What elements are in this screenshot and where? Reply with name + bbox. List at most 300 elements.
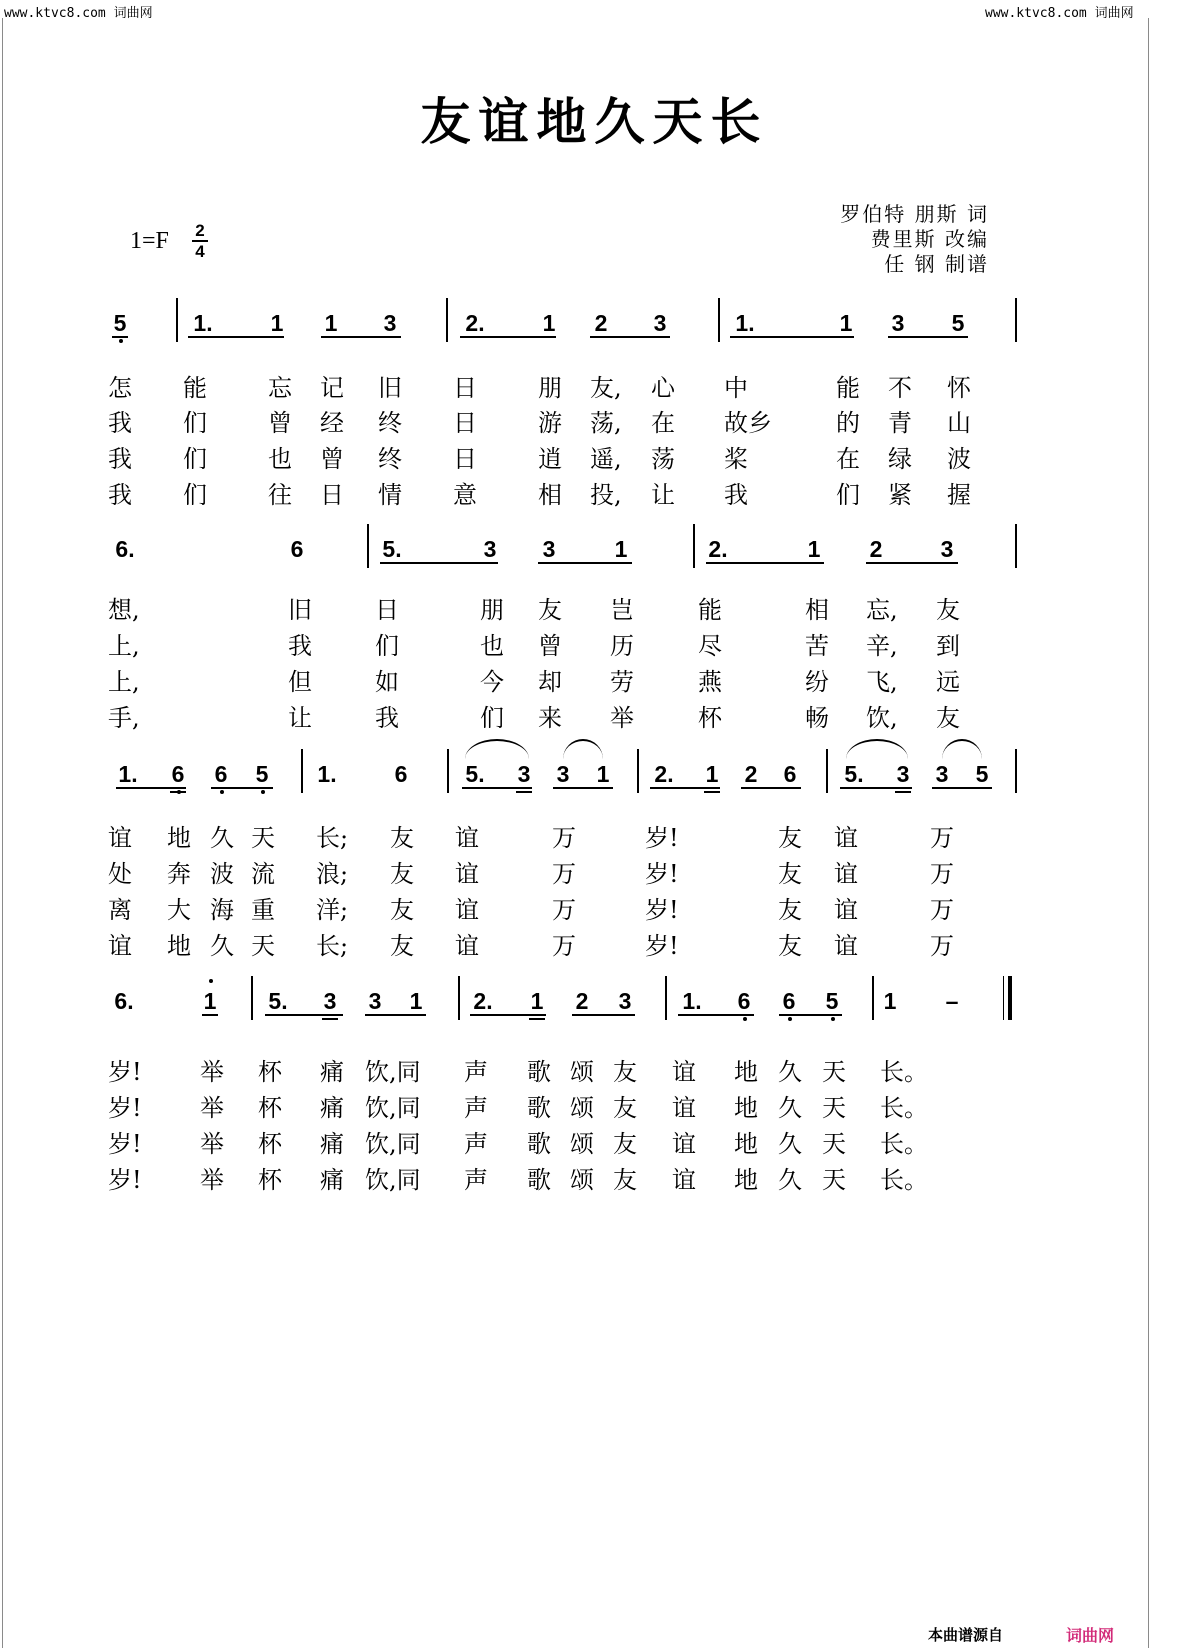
underline: [704, 791, 720, 793]
lyric-syllable: 大: [167, 896, 191, 924]
note: 5: [98, 308, 142, 338]
lyric-syllable: 曾: [320, 445, 344, 473]
lyric-syllable: 想,: [108, 596, 140, 624]
lyrics-line-3-3: [0, 890, 1189, 924]
lyric-syllable: 地: [734, 1130, 758, 1158]
lyric-syllable: 颂: [570, 1130, 594, 1158]
lyric-syllable: 杯: [258, 1166, 282, 1194]
lyric-syllable: 谊: [108, 932, 132, 960]
note: 1: [807, 536, 821, 562]
credit-transcriber: 任 钢 制谱: [884, 252, 989, 276]
underline: [188, 336, 284, 338]
lyric-syllable: 旧: [288, 596, 312, 624]
barline: [301, 749, 303, 793]
lyric-syllable: 久: [778, 1130, 802, 1158]
lyric-syllable: 来: [538, 704, 562, 732]
lyric-syllable: 声: [464, 1130, 488, 1158]
lyric-syllable: 岁!: [108, 1130, 142, 1158]
lyric-syllable: 杯: [258, 1058, 282, 1086]
lyric-syllable: 颂: [570, 1058, 594, 1086]
note: 3: [653, 310, 667, 336]
note: 3: [542, 536, 556, 562]
lyric-syllable: 地: [167, 824, 191, 852]
note: 6.: [115, 536, 135, 562]
lyric-syllable: 山: [947, 409, 971, 437]
lyric-syllable: 劳: [610, 668, 634, 696]
lyric-syllable: 浪;: [316, 860, 349, 888]
lyric-syllable: 朋: [538, 374, 562, 402]
note: 1: [409, 988, 423, 1014]
lyric-syllable: 旧: [378, 374, 402, 402]
lyric-syllable: 谊: [672, 1058, 696, 1086]
underline: [932, 787, 992, 789]
lyric-syllable: 举: [200, 1130, 224, 1158]
note: 1.: [735, 310, 755, 336]
lyric-syllable: 忘: [268, 374, 292, 402]
lyric-syllable: 如: [375, 668, 399, 696]
lyric-syllable: 波: [210, 860, 234, 888]
lyric-syllable: 谊: [834, 824, 858, 852]
underline: [322, 1018, 338, 1020]
lyric-syllable: 痛: [320, 1130, 344, 1158]
lyric-syllable: 今: [480, 668, 504, 696]
underline: [265, 1014, 343, 1016]
lyric-syllable: 声: [464, 1058, 488, 1086]
lyric-syllable: 往: [268, 481, 292, 509]
underline: [590, 336, 670, 338]
lyric-syllable: 我: [288, 632, 312, 660]
note: 5: [240, 759, 284, 789]
underline: [116, 787, 186, 789]
underline: [470, 1014, 546, 1016]
underline: [866, 562, 958, 564]
lyric-syllable: 谊: [455, 860, 479, 888]
barline: [637, 749, 639, 793]
lyric-syllable: 我: [108, 445, 132, 473]
underline: [650, 787, 720, 789]
lyrics-line-1-2: [0, 403, 1189, 437]
lyric-syllable: 纷: [805, 668, 829, 696]
lyric-syllable: 地: [167, 932, 191, 960]
lyric-syllable: 相: [805, 596, 829, 624]
lyric-syllable: 流: [251, 860, 275, 888]
lyric-syllable: 的: [836, 409, 860, 437]
note: 1: [614, 536, 628, 562]
barline: [251, 976, 253, 1020]
lyric-syllable: 友: [778, 896, 802, 924]
note: 2.: [654, 761, 674, 787]
lyric-syllable: 歌: [527, 1130, 551, 1158]
lyric-syllable: 紧: [888, 481, 912, 509]
barline: [447, 749, 449, 793]
lyric-syllable: 荡: [651, 445, 675, 473]
lyric-syllable: 杯: [258, 1130, 282, 1158]
lyric-syllable: 饮,: [866, 704, 898, 732]
lyric-syllable: 谊: [108, 824, 132, 852]
note: 1.: [193, 310, 213, 336]
lyric-syllable: 上,: [108, 668, 140, 696]
lyric-syllable: 们: [480, 704, 504, 732]
notation-system-1: [0, 308, 1189, 348]
lyric-syllable: 谊: [455, 896, 479, 924]
lyric-syllable: 友: [936, 704, 960, 732]
lyric-syllable: 歌: [527, 1094, 551, 1122]
lyric-syllable: 久: [778, 1166, 802, 1194]
lyric-syllable: 遥,: [590, 445, 622, 473]
slur: [942, 739, 982, 759]
lyric-syllable: 日: [453, 409, 477, 437]
slur: [465, 739, 529, 759]
lyric-syllable: 举: [200, 1058, 224, 1086]
lyric-syllable: 长。: [880, 1058, 928, 1086]
lyric-syllable: 能: [698, 596, 722, 624]
final-barline-thin: [1003, 976, 1004, 1020]
lyric-syllable: 离: [108, 896, 132, 924]
lyric-syllable: 友: [538, 596, 562, 624]
lyric-syllable: 却: [538, 668, 562, 696]
credit-lyricist: 罗伯特 朋斯 词: [840, 202, 989, 226]
underline: [840, 787, 912, 789]
lyric-syllable: 我: [724, 481, 748, 509]
lyric-syllable: 颂: [570, 1094, 594, 1122]
lyric-syllable: 怀: [947, 374, 971, 402]
underline: [516, 791, 532, 793]
barline: [1015, 749, 1017, 793]
slur: [846, 739, 908, 759]
lyrics-line-2-4: [0, 698, 1189, 732]
lyric-syllable: 饮,同: [365, 1058, 421, 1086]
note: 2.: [708, 536, 728, 562]
lyric-syllable: 长;: [316, 932, 349, 960]
barline: [826, 749, 828, 793]
note: 6: [199, 759, 243, 789]
lyric-syllable: 记: [320, 374, 344, 402]
lyric-syllable: 日: [375, 596, 399, 624]
notation-system-2: [0, 534, 1189, 574]
barline: [458, 976, 460, 1020]
note: 2.: [473, 988, 493, 1014]
note: 3: [935, 761, 949, 787]
lyric-syllable: 天: [822, 1094, 846, 1122]
lyric-syllable: 天: [251, 824, 275, 852]
underline: [779, 1014, 842, 1016]
lyric-syllable: 痛: [320, 1166, 344, 1194]
note: 3: [618, 988, 632, 1014]
lyric-syllable: 杯: [258, 1094, 282, 1122]
lyric-syllable: 饮,同: [365, 1130, 421, 1158]
note: 1: [270, 310, 284, 336]
underline: [529, 1018, 545, 1020]
lyric-syllable: 让: [288, 704, 312, 732]
note: 5.: [382, 536, 402, 562]
lyric-syllable: 天: [822, 1058, 846, 1086]
barline: [693, 524, 695, 568]
lyric-syllable: 不: [888, 374, 912, 402]
note: 5.: [465, 761, 485, 787]
lyric-syllable: 日: [453, 374, 477, 402]
underline: [730, 336, 854, 338]
lyric-syllable: 畅: [805, 704, 829, 732]
note: 2.: [465, 310, 485, 336]
note: 1: [530, 988, 544, 1014]
footer-source-label: 本曲谱源自: [928, 1626, 1004, 1644]
note: 6: [394, 761, 408, 787]
lyric-syllable: 岁!: [645, 932, 679, 960]
lyric-syllable: 岁!: [645, 896, 679, 924]
note: 3: [896, 761, 910, 787]
lyric-syllable: 日: [453, 445, 477, 473]
lyric-syllable: 天: [822, 1130, 846, 1158]
lyric-syllable: 终: [378, 409, 402, 437]
lyric-syllable: 在: [651, 409, 675, 437]
lyric-syllable: 岂: [610, 596, 634, 624]
credit-arranger: 费里斯 改编: [870, 227, 989, 251]
lyric-syllable: 燕: [698, 668, 722, 696]
note: 1.: [317, 761, 337, 787]
underline: [365, 1014, 426, 1016]
note: 3: [517, 761, 531, 787]
lyric-syllable: 情: [378, 481, 402, 509]
lyric-syllable: 们: [375, 632, 399, 660]
note: –: [945, 988, 959, 1014]
lyric-syllable: 举: [200, 1166, 224, 1194]
barline: [1015, 298, 1017, 342]
lyric-syllable: 青: [888, 409, 912, 437]
lyric-syllable: 忘,: [866, 596, 898, 624]
lyric-syllable: 海: [210, 896, 234, 924]
lyric-syllable: 处: [108, 860, 132, 888]
lyric-syllable: 绿: [888, 445, 912, 473]
lyric-syllable: 岁!: [645, 860, 679, 888]
underline: [211, 787, 273, 789]
lyric-syllable: 奔: [167, 860, 191, 888]
lyric-syllable: 曾: [538, 632, 562, 660]
note: 5.: [268, 988, 288, 1014]
lyric-syllable: 万: [930, 860, 954, 888]
lyric-syllable: 但: [288, 668, 312, 696]
lyric-syllable: 故乡: [724, 409, 772, 437]
lyric-syllable: 万: [552, 896, 576, 924]
note: 6: [767, 986, 811, 1016]
lyric-syllable: 地: [734, 1166, 758, 1194]
lyric-syllable: 洋;: [316, 896, 349, 924]
note: 2: [594, 310, 608, 336]
lyric-syllable: 友: [613, 1058, 637, 1086]
lyric-syllable: 友: [778, 932, 802, 960]
watermark-left: www.ktvc8.com 词曲网: [4, 6, 153, 21]
barline: [1015, 524, 1017, 568]
lyric-syllable: 万: [930, 932, 954, 960]
barline: [446, 298, 448, 342]
underline: [572, 1014, 635, 1016]
lyric-syllable: 友: [613, 1166, 637, 1194]
lyric-syllable: 友: [778, 860, 802, 888]
lyric-syllable: 我: [108, 409, 132, 437]
note: 2: [744, 761, 758, 787]
lyric-syllable: 让: [651, 481, 675, 509]
lyric-syllable: 握: [947, 481, 971, 509]
lyric-syllable: 久: [210, 932, 234, 960]
lyrics-line-4-2: [0, 1088, 1189, 1122]
lyric-syllable: 朋: [480, 596, 504, 624]
note: 1: [705, 761, 719, 787]
final-barline-thick: [1008, 976, 1012, 1020]
notation-system-4: [0, 986, 1189, 1026]
underline: [538, 562, 632, 564]
lyric-syllable: 地: [734, 1058, 758, 1086]
lyric-syllable: 举: [610, 704, 634, 732]
lyric-syllable: 远: [936, 668, 960, 696]
note: 3: [483, 536, 497, 562]
lyric-syllable: 谊: [455, 932, 479, 960]
underline: [888, 336, 968, 338]
note: 6: [783, 761, 797, 787]
time-signature-top: 2: [195, 221, 205, 240]
lyric-syllable: 中: [724, 374, 748, 402]
lyric-syllable: 上,: [108, 632, 140, 660]
underline: [553, 787, 613, 789]
lyric-syllable: 经: [320, 409, 344, 437]
lyric-syllable: 终: [378, 445, 402, 473]
note: 5.: [844, 761, 864, 787]
barline: [176, 298, 178, 342]
lyrics-line-3-1: [0, 818, 1189, 852]
underline: [112, 336, 128, 338]
note: 5: [951, 310, 965, 336]
lyric-syllable: 能: [183, 374, 207, 402]
lyric-syllable: 到: [936, 632, 960, 660]
lyric-syllable: 天: [822, 1166, 846, 1194]
lyric-syllable: 们: [183, 481, 207, 509]
lyric-syllable: 心: [651, 374, 675, 402]
lyric-syllable: 谊: [834, 896, 858, 924]
lyric-syllable: 痛: [320, 1058, 344, 1086]
lyric-syllable: 歌: [527, 1166, 551, 1194]
lyric-syllable: 我: [108, 481, 132, 509]
lyric-syllable: 游: [538, 409, 562, 437]
lyric-syllable: 怎: [108, 374, 132, 402]
lyric-syllable: 投,: [590, 481, 622, 509]
lyrics-line-3-4: [0, 926, 1189, 960]
lyric-syllable: 饮,同: [365, 1094, 421, 1122]
lyric-syllable: 荡,: [590, 409, 622, 437]
barline: [367, 524, 369, 568]
barline: [718, 298, 720, 342]
footer-brand-link[interactable]: 词曲网: [1066, 1626, 1115, 1645]
lyric-syllable: 杯: [698, 704, 722, 732]
lyric-syllable: 友: [390, 896, 414, 924]
lyric-syllable: 声: [464, 1094, 488, 1122]
lyric-syllable: 辛,: [866, 632, 898, 660]
note: 6: [156, 759, 200, 789]
lyrics-line-3-2: [0, 854, 1189, 888]
lyric-syllable: 谊: [672, 1094, 696, 1122]
lyric-syllable: 谊: [672, 1130, 696, 1158]
lyric-syllable: 举: [200, 1094, 224, 1122]
lyric-syllable: 痛: [320, 1094, 344, 1122]
lyric-syllable: 地: [734, 1094, 758, 1122]
lyric-syllable: 重: [251, 896, 275, 924]
note: 6: [290, 536, 304, 562]
lyric-syllable: 意: [453, 481, 477, 509]
lyric-syllable: 长。: [880, 1166, 928, 1194]
underline: [741, 787, 801, 789]
lyric-syllable: 万: [552, 824, 576, 852]
lyric-syllable: 万: [552, 932, 576, 960]
notation-system-3: [0, 759, 1189, 799]
lyric-syllable: 久: [778, 1094, 802, 1122]
lyric-syllable: 万: [552, 860, 576, 888]
note: 3: [940, 536, 954, 562]
note: 3: [368, 988, 382, 1014]
note: 3: [383, 310, 397, 336]
lyric-syllable: 岁!: [645, 824, 679, 852]
note: 5: [810, 986, 854, 1016]
lyric-syllable: 曾: [268, 409, 292, 437]
note: 1.: [682, 988, 702, 1014]
lyric-syllable: 久: [210, 824, 234, 852]
slur: [563, 739, 603, 759]
lyric-syllable: 天: [251, 932, 275, 960]
barline: [665, 976, 667, 1020]
lyric-syllable: 谊: [672, 1166, 696, 1194]
note: 1: [839, 310, 853, 336]
note: 3: [323, 988, 337, 1014]
lyric-syllable: 历: [610, 632, 634, 660]
lyric-syllable: 也: [480, 632, 504, 660]
lyric-syllable: 歌: [527, 1058, 551, 1086]
lyrics-line-4-1: [0, 1052, 1189, 1086]
lyric-syllable: 能: [836, 374, 860, 402]
lyric-syllable: 们: [183, 409, 207, 437]
note: 1: [596, 761, 610, 787]
note: 2: [869, 536, 883, 562]
lyric-syllable: 谊: [834, 932, 858, 960]
note: 6.: [114, 988, 134, 1014]
note: 3: [556, 761, 570, 787]
lyrics-line-1-3: [0, 439, 1189, 473]
lyric-syllable: 逍: [538, 445, 562, 473]
lyric-syllable: 长;: [316, 824, 349, 852]
lyrics-line-1-1: [0, 368, 1189, 402]
lyric-syllable: 谊: [455, 824, 479, 852]
time-signature: [190, 222, 210, 260]
lyrics-line-2-2: [0, 626, 1189, 660]
lyric-syllable: 谊: [834, 860, 858, 888]
note: 1: [188, 986, 232, 1016]
song-title: 友谊地久天长: [420, 92, 769, 151]
lyric-syllable: 长。: [880, 1094, 928, 1122]
lyric-syllable: 久: [778, 1058, 802, 1086]
lyric-syllable: 尽: [698, 632, 722, 660]
lyric-syllable: 万: [930, 824, 954, 852]
underline: [706, 562, 824, 564]
lyric-syllable: 友: [613, 1094, 637, 1122]
lyric-syllable: 友: [390, 860, 414, 888]
note: 1: [542, 310, 556, 336]
lyric-syllable: 友,: [590, 374, 622, 402]
lyric-syllable: 飞,: [866, 668, 898, 696]
lyrics-line-2-3: [0, 662, 1189, 696]
lyric-syllable: 我: [375, 704, 399, 732]
key-signature: 1=F: [130, 228, 169, 254]
lyric-syllable: 日: [320, 481, 344, 509]
underline: [202, 1014, 218, 1016]
lyrics-line-1-4: [0, 475, 1189, 509]
underline: [895, 791, 911, 793]
note: 6: [722, 986, 766, 1016]
note: 3: [891, 310, 905, 336]
